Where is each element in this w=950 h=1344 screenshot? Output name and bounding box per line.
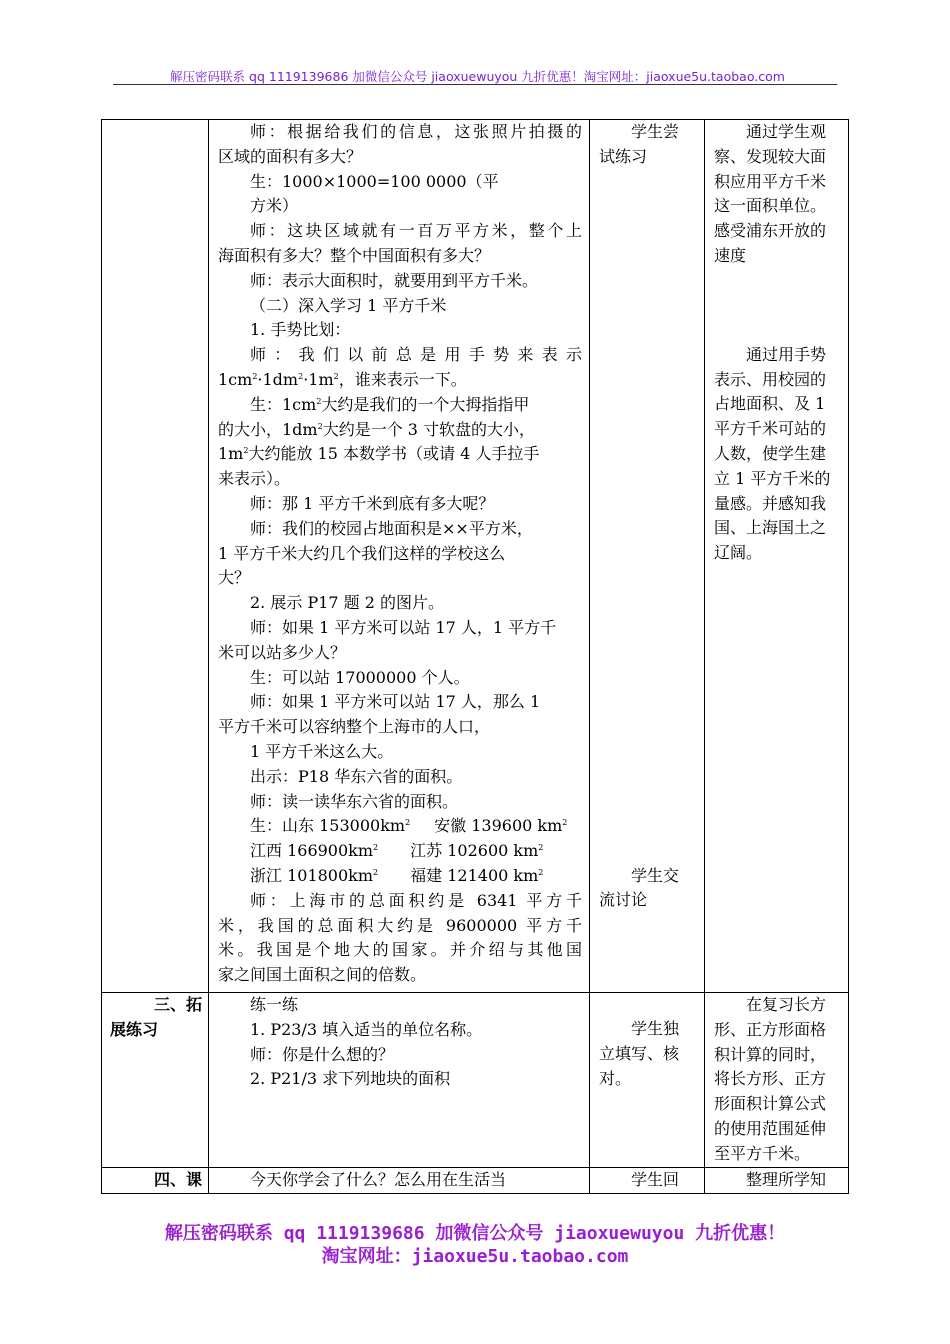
text-line: 将长方形、正方 bbox=[714, 1069, 827, 1089]
text-line: 师：根据给我们的信息，这张照片拍摄的 bbox=[250, 122, 582, 141]
text-line: 国、上海国土之 bbox=[714, 518, 827, 538]
text-line: 师：表示大面积时，就要用到平方千米。 bbox=[250, 270, 539, 290]
units-line: $1cm^2\cdot 1dm^2\cdot 1m^2$，谁来表示一下。 bbox=[218, 369, 467, 389]
text-line: 生：1000×1000=100 0000（平 bbox=[250, 171, 499, 191]
student-activity-cell bbox=[590, 993, 705, 1168]
text-line: 师：我们的校园占地面积是××平方米， bbox=[250, 518, 533, 538]
text-line: 今天你学会了什么？怎么用在生活当 bbox=[250, 1170, 507, 1189]
text-line: 流讨论 bbox=[599, 890, 648, 910]
superscript: 2 bbox=[317, 421, 323, 431]
text-line: 学生独 bbox=[631, 1019, 680, 1038]
stage-cell bbox=[102, 993, 209, 1168]
text-line: 立 1 平方千米的 bbox=[714, 468, 831, 488]
superscript: 2 bbox=[373, 867, 379, 877]
unit-m2: 1m bbox=[308, 369, 334, 389]
text-line: 师：如果 1 平方米可以站 17 人，那么 1 bbox=[250, 692, 541, 712]
text-line: 察、发现较大面 bbox=[714, 146, 827, 166]
text-line: 量感。并感知我 bbox=[714, 493, 827, 513]
text-line: 平方千米可以容纳整个上海市的人口， bbox=[218, 717, 491, 737]
area-value: 山东 153000 bbox=[282, 816, 381, 836]
superscript: 2 bbox=[562, 818, 568, 828]
text-fragment: 1m bbox=[218, 444, 244, 464]
area-unit: km bbox=[348, 865, 374, 885]
superscript: 2 bbox=[538, 867, 544, 877]
text-line: 师：读一读华东六省的面积。 bbox=[250, 791, 459, 811]
text-line: 通过学生观 bbox=[746, 122, 827, 141]
area-unit: km bbox=[348, 841, 374, 861]
design-intent-cell bbox=[705, 120, 849, 993]
text-line bbox=[218, 442, 582, 467]
student-activity-cell bbox=[590, 1168, 705, 1194]
process-cell bbox=[209, 993, 590, 1168]
area-line bbox=[218, 814, 582, 839]
area-line bbox=[218, 864, 582, 889]
text-line: 占地面积、及 1 bbox=[714, 394, 826, 414]
text-line: 对。 bbox=[599, 1068, 632, 1088]
text-line: 方米） bbox=[250, 196, 299, 216]
footer-contact-line: 解压密码联系 qq 1119139686 加微信公众号 jiaoxuewuyou 九折优惠！ bbox=[164, 1223, 786, 1244]
text-line: 师：那 1 平方千米到底有多大呢？ bbox=[250, 493, 495, 513]
superscript: 2 bbox=[243, 446, 249, 456]
text-line: 来表示）。 bbox=[218, 469, 291, 489]
text-line: 立填写、核 bbox=[599, 1043, 680, 1063]
area-value: 江苏 102600 bbox=[410, 841, 514, 861]
area-value: 福建 121400 bbox=[410, 865, 514, 885]
process-cell bbox=[209, 1168, 590, 1194]
text-line: 的使用范围延伸 bbox=[714, 1118, 827, 1138]
text-line: 2. 展示 P17 题 2 的图片。 bbox=[250, 593, 445, 613]
text-line: 生：可以站 17000000 个人。 bbox=[250, 667, 470, 687]
stage-cell bbox=[102, 120, 209, 993]
text-fragment: 大约能放 15 本数学书（或请 4 人手拉手 bbox=[248, 444, 540, 464]
header-divider bbox=[113, 84, 837, 85]
text-line: 速度 bbox=[714, 245, 747, 265]
superscript: 2 bbox=[538, 843, 544, 853]
area-value: 浙江 101800 bbox=[250, 865, 349, 885]
text-fragment: 生： bbox=[250, 816, 283, 836]
area-unit: km bbox=[537, 816, 563, 836]
table-row bbox=[102, 993, 849, 1168]
stage-label: 三、拓 bbox=[153, 995, 202, 1014]
table-row bbox=[102, 120, 849, 993]
text-line: 形面积计算公式 bbox=[714, 1094, 827, 1114]
stage-label: 展练习 bbox=[110, 1019, 159, 1039]
text-line: 家之间国土面积之间的倍数。 bbox=[218, 965, 427, 985]
text-line: 在复习长方 bbox=[746, 995, 827, 1014]
text-fragment: 生：1cm bbox=[250, 394, 317, 414]
text-line: 学生交 bbox=[631, 865, 680, 885]
text-line: 海面积有多大？整个中国面积有多大？ bbox=[218, 245, 491, 265]
superscript: 2 bbox=[316, 396, 322, 406]
text-line: 辽阔。 bbox=[714, 543, 763, 563]
text-line: 师：如果 1 平方米可以站 17 人，1 平方千 bbox=[250, 617, 557, 637]
superscript: 2 bbox=[373, 843, 379, 853]
superscript: 2 bbox=[333, 371, 339, 381]
text-line: 出示：P18 华东六省的面积。 bbox=[250, 766, 463, 786]
text-line: 积计算的同时， bbox=[714, 1044, 827, 1064]
spacer bbox=[599, 170, 697, 864]
text-line: 平方千米可站的 bbox=[714, 419, 827, 439]
design-intent-cell bbox=[705, 1168, 849, 1194]
text-line: 米。我国是个地大的国家。并介绍与其他国 bbox=[218, 940, 582, 960]
text-line: 这一面积单位。 bbox=[714, 196, 827, 216]
text-line: （二）深入学习 1 平方千米 bbox=[250, 295, 447, 315]
text-line: 区域的面积有多大？ bbox=[218, 146, 363, 166]
area-unit: km bbox=[380, 816, 406, 836]
text-line: 学生尝 bbox=[631, 122, 680, 141]
superscript: 2 bbox=[252, 371, 258, 381]
spacer bbox=[599, 993, 697, 1017]
process-cell bbox=[209, 120, 590, 993]
text-line: 至平方千米。 bbox=[714, 1143, 811, 1163]
units-tail: ，谁来表示一下。 bbox=[338, 369, 467, 389]
area-unit: km bbox=[513, 841, 539, 861]
text-line: 1. 手势比划： bbox=[250, 320, 351, 340]
text-line: 师：上海市的总面积约是 6341 平方千 bbox=[250, 890, 582, 910]
design-intent-cell bbox=[705, 993, 849, 1168]
unit-dm2: 1dm bbox=[262, 369, 299, 389]
lesson-plan-table bbox=[101, 119, 849, 1194]
text-line: 感受浦东开放的 bbox=[714, 221, 827, 241]
text-fragment: 的大小，1dm bbox=[218, 419, 318, 439]
text-line: 练一练 bbox=[250, 995, 299, 1014]
text-line: 形、正方形面格 bbox=[714, 1019, 827, 1039]
text-line: 米可以站多少人？ bbox=[218, 642, 347, 662]
text-line: 学生回 bbox=[631, 1170, 680, 1189]
student-activity-cell bbox=[590, 120, 705, 993]
text-line: 1 平方千米这么大。 bbox=[250, 741, 394, 761]
spacer bbox=[714, 269, 841, 343]
text-line bbox=[218, 393, 582, 418]
area-value: 安徽 139600 bbox=[434, 816, 538, 836]
area-value: 江西 166900 bbox=[250, 841, 349, 861]
text-line: 积应用平方千米 bbox=[714, 171, 827, 191]
text-line bbox=[218, 418, 582, 443]
text-line: 大？ bbox=[218, 568, 251, 588]
text-line: 通过用手势 bbox=[746, 344, 827, 364]
unit-cm2: 1cm bbox=[218, 369, 253, 389]
header-banner: 解压密码联系 qq 1119139686 加微信公众号 jiaoxuewuyou 九折优惠！淘宝网址：jiaoxue5u.taobao.com bbox=[170, 69, 785, 84]
text-line: 1. P23/3 填入适当的单位名称。 bbox=[250, 1019, 483, 1039]
area-line bbox=[218, 839, 582, 864]
text-line: 表示、用校园的 bbox=[714, 369, 827, 389]
table-row bbox=[102, 1168, 849, 1194]
text-line: 师：你是什么想的？ bbox=[250, 1044, 395, 1064]
text-fragment: 大约是一个 3 寸软盘的大小， bbox=[322, 419, 536, 439]
area-unit: km bbox=[513, 865, 539, 885]
footer-shop-line: 淘宝网址：jiaoxue5u.taobao.com bbox=[321, 1246, 629, 1267]
superscript: 2 bbox=[298, 371, 304, 381]
text-line: 试练习 bbox=[599, 146, 648, 166]
text-line: 米，我国的总面积大约是 9600000 平方千 bbox=[218, 915, 582, 935]
text-line: 师：这块区域就有一百万平方米，整个上 bbox=[250, 221, 582, 241]
superscript: 2 bbox=[405, 818, 411, 828]
text-line: 人数，使学生建 bbox=[714, 443, 827, 463]
text-line: 整理所学知 bbox=[746, 1170, 827, 1189]
text-line: 2. P21/3 求下列地块的面积 bbox=[250, 1069, 451, 1089]
stage-cell bbox=[102, 1168, 209, 1194]
stage-label: 四、课 bbox=[153, 1170, 202, 1189]
text-line: 师：我们以前总是用手势来表示 bbox=[250, 345, 582, 365]
text-line: 1 平方千米大约几个我们这样的学校这么 bbox=[218, 543, 506, 563]
text-fragment: 大约是我们的一个大拇指指甲 bbox=[321, 394, 530, 414]
